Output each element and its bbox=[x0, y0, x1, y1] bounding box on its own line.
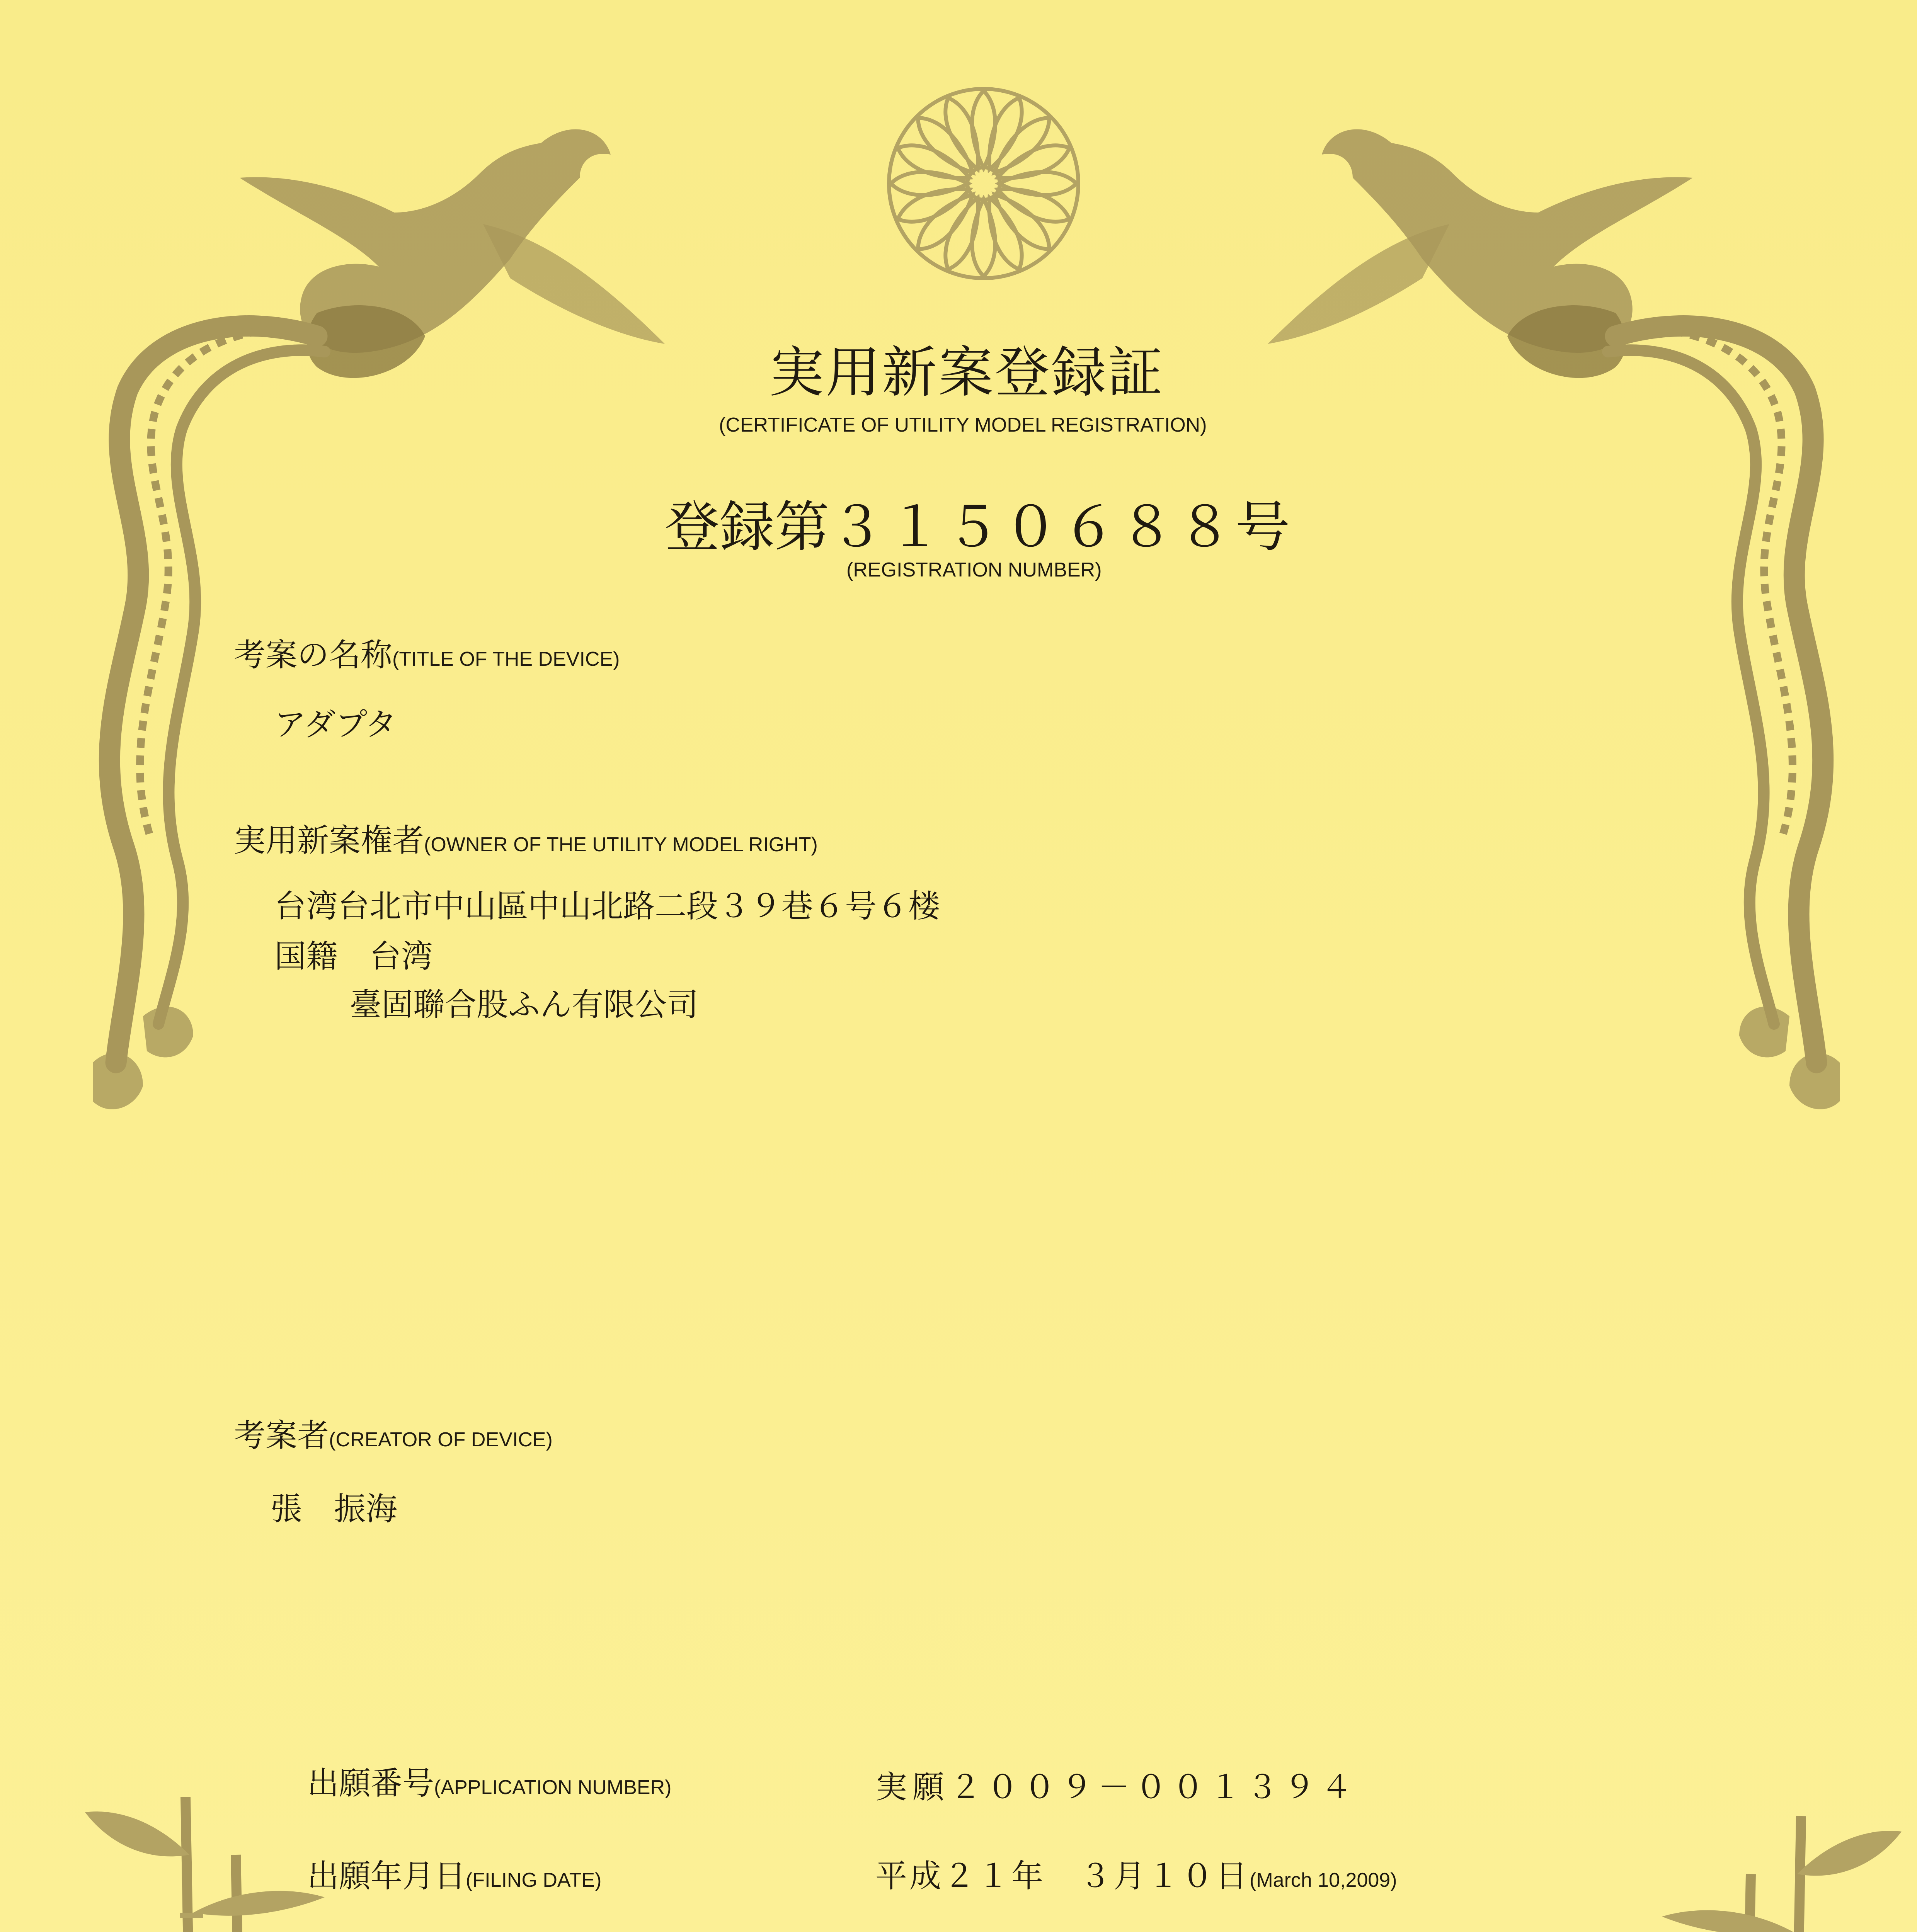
filing-date-label-en: (FILING DATE) bbox=[466, 1869, 602, 1891]
owner-section bbox=[234, 815, 818, 861]
certificate-title: 実用新案登録証 bbox=[769, 341, 1164, 405]
filing-date-label: 出願年月日 bbox=[307, 1858, 466, 1895]
certificate-title-en: (CERTIFICATE OF UTILITY MODEL REGISTRATION) bbox=[719, 414, 1207, 436]
registration-number-line bbox=[665, 483, 1290, 562]
owner-label: 実用新案権者 bbox=[234, 822, 424, 859]
registration-number: ３１５０６８８ bbox=[829, 495, 1235, 559]
device-title-label: 考案の名称 bbox=[234, 637, 393, 673]
owner-address: 台湾台北市中山區中山北路二段３９巷６号６楼 bbox=[274, 888, 940, 925]
creator-section bbox=[234, 1410, 553, 1456]
phoenix-right-icon bbox=[1237, 97, 1855, 1140]
application-number-section bbox=[307, 1758, 671, 1803]
filing-date-value-line bbox=[875, 1851, 1397, 1896]
creator-name: 張 振海 bbox=[271, 1491, 398, 1527]
creator-label-en: (CREATOR OF DEVICE) bbox=[329, 1429, 553, 1451]
filing-date-section bbox=[307, 1851, 602, 1896]
filing-date-value: 平成２１年 ３月１０日 bbox=[875, 1858, 1250, 1895]
owner-company: 臺固聯合股ふん有限公司 bbox=[350, 986, 699, 1023]
application-number-label-en: (APPLICATION NUMBER) bbox=[434, 1776, 672, 1799]
registration-number-en: (REGISTRATION NUMBER) bbox=[846, 559, 1102, 581]
application-number-label: 出願番号 bbox=[307, 1765, 434, 1802]
bamboo-right-icon bbox=[1646, 1816, 1917, 1932]
device-title-value: アダプタ bbox=[274, 706, 397, 743]
owner-label-en: (OWNER OF THE UTILITY MODEL RIGHT) bbox=[424, 833, 818, 856]
registration-label: 登録第 bbox=[665, 495, 829, 559]
application-number-value: 実願２００９－００１３９４ bbox=[875, 1769, 1358, 1806]
owner-nationality: 国籍 台湾 bbox=[274, 938, 433, 975]
registration-suffix: 号 bbox=[1235, 495, 1290, 559]
device-title-label-en: (TITLE OF THE DEVICE) bbox=[392, 648, 620, 670]
chrysanthemum-emblem-icon bbox=[883, 83, 1084, 284]
bamboo-left-icon bbox=[70, 1797, 340, 1932]
filing-date-value-en: (March 10,2009) bbox=[1250, 1869, 1397, 1891]
creator-label: 考案者 bbox=[234, 1417, 329, 1454]
device-title-section bbox=[234, 630, 620, 675]
